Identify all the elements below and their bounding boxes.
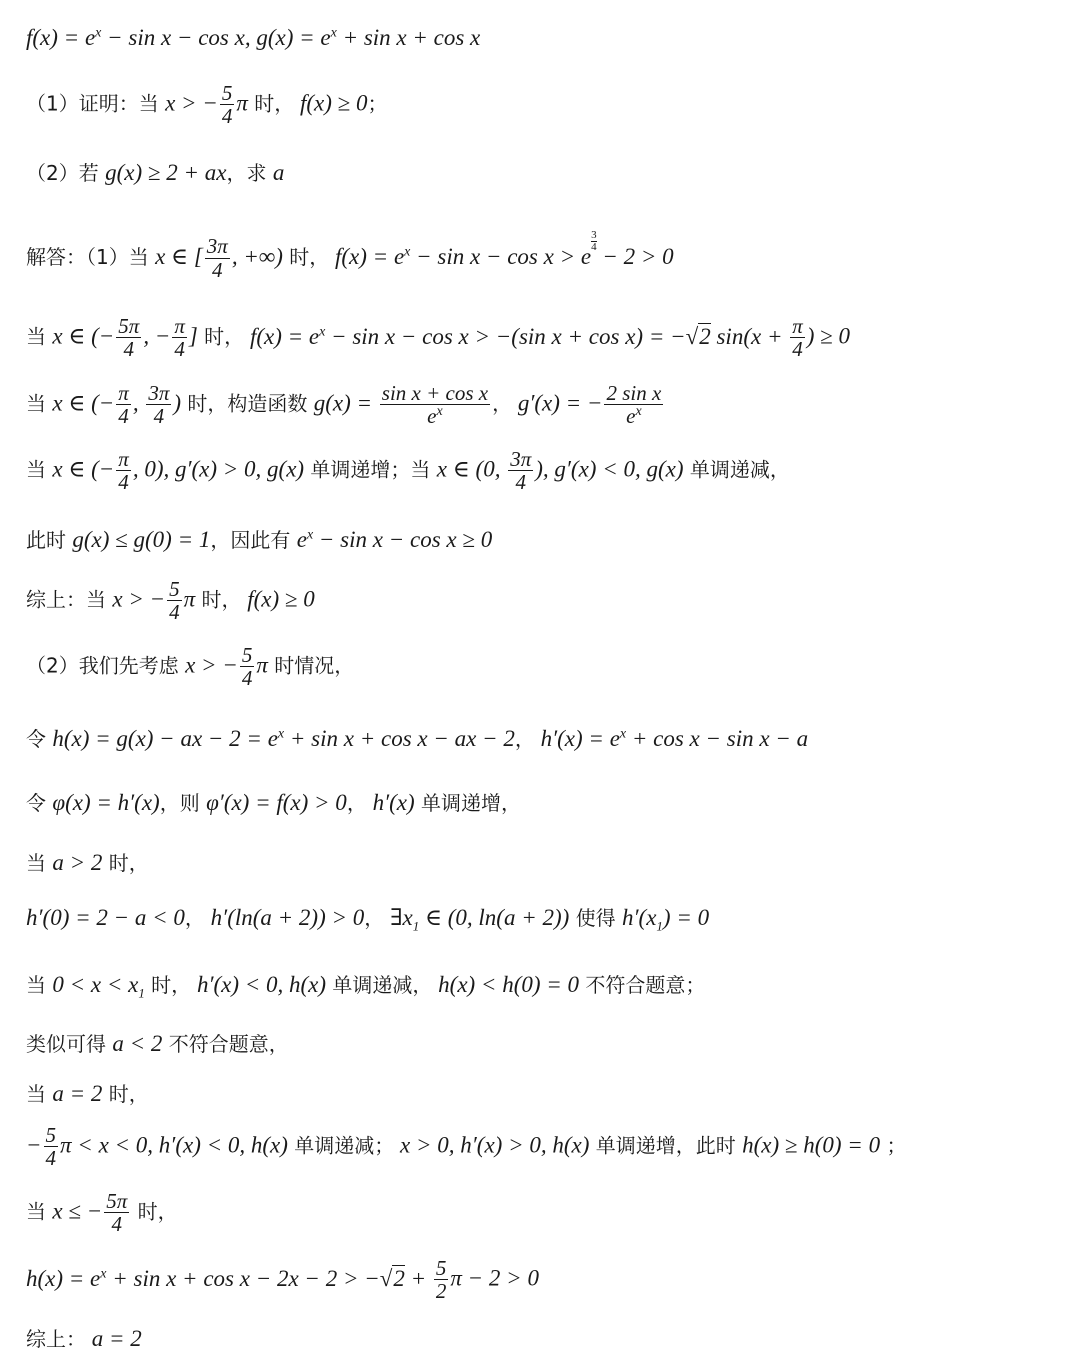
math-segment: h(x) = g(x) − ax − $2 = e^x + \sin x + \cos x$ − ax − 2 (52, 726, 515, 751)
text-segment: 当 (26, 457, 53, 482)
text-segment: ， (346, 791, 367, 815)
math-segment: ) (173, 390, 182, 416)
text-line-l19 (26, 1190, 1060, 1235)
math-segment: g(x) = (313, 390, 378, 416)
math-segment: $h(x) = e^x + \sin x + \cos x - 2x - 2 > -√2$ + (26, 1265, 432, 1291)
text-line-l06 (26, 382, 1060, 427)
text-segment: 时， (197, 324, 245, 349)
text-segment: （2）若 (26, 161, 106, 185)
text-line-l10 (26, 644, 1060, 689)
text-segment: 时情况， (267, 653, 355, 678)
math-segment: $0 < x < x_1$ (52, 972, 145, 1001)
math-segment: a = 2 (52, 1081, 103, 1106)
math-segment: $f(x) = e^x - \sin x - \cos x$, $g(x) = e^x + \sin x + \cos x$ (26, 25, 481, 50)
text-line-l18 (26, 1124, 1060, 1169)
fraction: $\frac{5\pi}{4}$ (106, 1189, 128, 1237)
text-segment: 时， (102, 1082, 149, 1106)
text-segment: 时，构造函数 (181, 391, 314, 416)
text-line-l16 (26, 1031, 1060, 1057)
math-segment: g′(x) = − (512, 390, 603, 416)
math-segment: h(x) < h(0) = 0 (432, 972, 580, 997)
text-segment: 使得 (569, 906, 623, 930)
math-segment: ), g′(x) < 0, g(x) (535, 456, 684, 482)
fraction: $\frac{3\pi}{4}$ (206, 234, 228, 282)
text-segment: 单调递增，此时 (589, 1133, 743, 1158)
text-segment: （1）证明：当 (26, 91, 166, 116)
fraction: $\frac{5}{4}$ (221, 81, 233, 129)
math-segment: $h'(x_1) = 0$ (622, 905, 710, 934)
math-segment: π (183, 586, 196, 612)
text-segment: ，因此有 (210, 528, 297, 552)
math-segment: $e^x - \sin x - \cos x \ge 0$ (296, 527, 493, 552)
fraction: $\frac{3\pi}{4}$ (148, 381, 170, 429)
text-segment: ，求 (226, 161, 273, 185)
math-segment: ] (188, 323, 198, 349)
text-segment: 单调递增；当 (304, 457, 437, 482)
fraction: $\frac{\text{sin x + cos x}}{e^x}$ (381, 381, 489, 429)
math-segment: x ≤ − (52, 1198, 103, 1224)
fraction: $\frac{\pi}{4}$ (118, 381, 129, 429)
math-segment: x > − (112, 586, 166, 612)
math-segment: $h'(x) = e^x + \cos x - \sin x - a$ (534, 726, 809, 751)
text-segment: 不符合题意； (579, 973, 706, 997)
text-segment: 当 (26, 391, 53, 416)
fraction: $\frac{\pi}{4}$ (792, 314, 803, 362)
fraction: $\frac{5\pi}{4}$ (118, 314, 140, 362)
math-segment: a > 2 (52, 850, 103, 875)
text-segment: 单调递减， (326, 973, 433, 997)
math-segment: h′(x) (366, 790, 415, 815)
text-segment: ， (492, 391, 513, 416)
math-segment: h′(ln(a + 2)) > 0 (204, 905, 365, 930)
text-line-l03 (26, 160, 1060, 186)
text-line-l05 (26, 315, 1060, 360)
math-segment: x > − (185, 652, 238, 678)
text-segment: ， (514, 727, 535, 751)
math-segment: h′(x) < 0, h(x) (191, 972, 327, 997)
math-segment: x ∈ (− (52, 456, 115, 482)
fraction: $\frac{\pi}{4}$ (174, 314, 185, 362)
math-segment: , (132, 390, 145, 416)
math-segment: x ∈ (− (52, 323, 115, 349)
math-segment: x > 0, h′(x) > 0, h(x) (394, 1132, 590, 1158)
text-line-l20 (26, 1257, 1060, 1302)
text-segment: 时， (144, 973, 192, 997)
math-segment: π (256, 652, 268, 678)
text-segment: 单调递减， (683, 457, 790, 482)
text-line-l15 (26, 972, 1060, 1001)
text-segment: 单调递减； (287, 1133, 395, 1158)
text-segment: 时， (131, 1199, 178, 1224)
text-segment: 当 (26, 851, 53, 875)
text-segment: 不符合题意， (162, 1032, 289, 1056)
text-segment: 综上：当 (26, 587, 113, 612)
math-segment: f(x) ≥ 0 (241, 586, 315, 612)
text-line-l13 (26, 850, 1060, 876)
text-segment: 令 (26, 791, 53, 815)
math-segment: a < 2 (112, 1031, 163, 1056)
text-segment: 类似可得 (26, 1032, 113, 1056)
text-line-l21 (26, 1326, 1060, 1352)
text-segment: 时， (195, 587, 242, 612)
math-segment: , 0), g′(x) > 0, g(x) (132, 456, 305, 482)
math-segment: , − (143, 323, 171, 349)
text-line-l08 (26, 527, 1060, 553)
fraction: $\frac{5}{2}$ (435, 1256, 447, 1304)
text-segment: 此时 (26, 528, 73, 552)
math-segment: $f(x) = e^x - \sin x - \cos x > -(\sin$ x + cos x) = −√2 sin(x + (244, 323, 789, 349)
text-segment: 当 (26, 324, 53, 349)
math-segment: a (272, 160, 285, 185)
math-segment: h′(0) = 2 − a < 0 (26, 905, 185, 930)
fraction: $\frac{5}{4}$ (241, 643, 253, 691)
text-segment: 当 (26, 1082, 53, 1106)
text-segment: 当 (26, 1199, 53, 1224)
math-segment: x ∈ (0, (436, 456, 507, 482)
text-segment: 综上： (26, 1327, 86, 1351)
text-line-l04 (26, 230, 1060, 281)
text-line-l17 (26, 1081, 1060, 1107)
math-segment: φ(x) = h′(x) (52, 790, 160, 815)
text-segment: 当 (26, 973, 53, 997)
math-segment: − 2 > 0 (596, 244, 674, 269)
text-segment: ， (364, 906, 385, 930)
text-line-l11 (26, 726, 1060, 752)
text-segment: （2）我们先考虑 (26, 653, 186, 678)
fraction: $\frac{\text{2 sin x}}{e^x}$ (606, 381, 662, 429)
math-segment: x > − (165, 90, 218, 116)
fraction: $\frac{3\pi}{4}$ (510, 447, 532, 495)
math-segment: h(x) ≥ h(0) = 0 (742, 1132, 881, 1158)
math-segment: π (236, 90, 248, 116)
text-line-l01 (26, 25, 1060, 51)
text-segment: 单调递增， (414, 791, 521, 815)
math-segment: , +∞) (231, 244, 283, 269)
math-segment: f(x) ≥ 0 (294, 90, 368, 116)
math-segment: φ′(x) = f(x) > 0 (206, 790, 347, 815)
math-segment: x ∈ [ (155, 244, 203, 269)
math-segment: $\exists x_1$ ∈ (0, ln(a + 2)) (384, 905, 570, 934)
math-segment: g(x) ≤ g(0) = 1 (72, 527, 211, 552)
fraction: $\frac{5}{4}$ (45, 1123, 57, 1171)
text-segment: 令 (26, 727, 53, 751)
text-segment: 时， (247, 91, 295, 116)
math-segment: a = 2 (86, 1326, 142, 1351)
text-segment: 解答：（1）当 (26, 245, 156, 269)
math-segment: g(x) ≥ 2 + ax (105, 160, 227, 185)
math-segment: − (26, 1132, 42, 1158)
text-line-l09 (26, 578, 1060, 623)
math-segment: π − 2 > 0 (450, 1265, 539, 1291)
text-segment: ，则 (159, 791, 207, 815)
text-line-l12 (26, 790, 1060, 816)
text-segment: ； (880, 1133, 907, 1158)
math-segment: x ∈ (− (52, 390, 115, 416)
exponent-fraction: $\frac{3}{4}$ (591, 229, 597, 253)
fraction: $\frac{5}{4}$ (169, 577, 180, 625)
text-segment: ； (367, 91, 388, 116)
text-line-l02 (26, 82, 1060, 127)
math-segment: ) ≥ 0 (806, 323, 851, 349)
text-segment: 时， (102, 851, 149, 875)
math-segment: $f(x) = e^x - \sin x - \cos x > e$ (329, 244, 592, 269)
math-segment: π < x < 0, h′(x) < 0, h(x) (60, 1132, 288, 1158)
text-segment: 时， (282, 245, 330, 269)
fraction: $\frac{\pi}{4}$ (118, 447, 129, 495)
text-segment: ， (184, 906, 205, 930)
text-line-l14 (26, 905, 1060, 934)
text-line-l07 (26, 448, 1060, 493)
